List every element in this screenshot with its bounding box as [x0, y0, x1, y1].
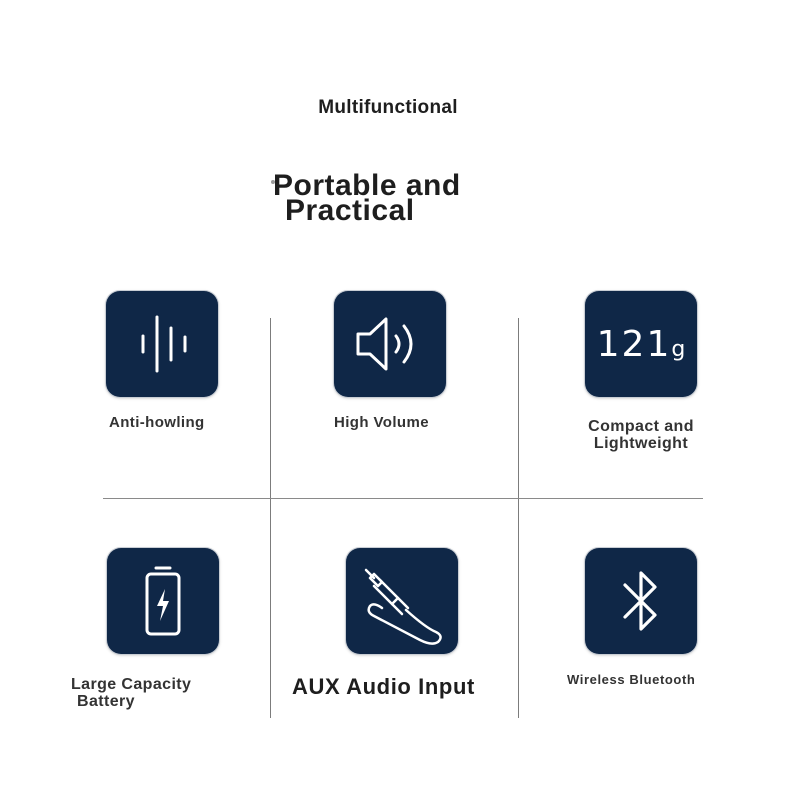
grid-divider-vertical-left [270, 318, 271, 718]
aux-tile [346, 548, 458, 654]
aux-cable-icon [354, 556, 450, 646]
anti-howling-label: Anti-howling [109, 414, 205, 431]
weight-unit: g [671, 336, 686, 362]
bluetooth-tile [585, 548, 697, 654]
battery-label-line-2: Battery [77, 693, 135, 710]
weight-value: 121 [596, 323, 672, 365]
speaker-volume-icon [350, 304, 430, 384]
bluetooth-label: Wireless Bluetooth [567, 672, 696, 687]
title-line-2: Practical [285, 194, 415, 227]
weight-readout [597, 324, 686, 365]
anti-howling-tile [106, 291, 218, 397]
battery-label [71, 676, 191, 710]
grid-divider-horizontal [103, 498, 703, 499]
high-volume-label: High Volume [334, 414, 429, 431]
aux-label: AUX Audio Input [292, 674, 475, 699]
battery-label-line-1: Large Capacity [71, 676, 192, 693]
compact-label-line-2: Lightweight [593, 435, 689, 452]
battery-charging-icon [133, 561, 193, 641]
title-line-1: Portable and [273, 169, 461, 202]
subtitle: Multifunctional [318, 97, 458, 118]
grid-divider-vertical-right [518, 318, 519, 718]
high-volume-tile [334, 291, 446, 397]
sound-wave-icon [127, 309, 197, 379]
page-title [273, 169, 461, 227]
battery-tile [107, 548, 219, 654]
weight-tile [585, 291, 697, 397]
compact-label-line-1: Compact and [588, 418, 694, 435]
bluetooth-icon [611, 561, 671, 641]
compact-lightweight-label [571, 418, 711, 452]
